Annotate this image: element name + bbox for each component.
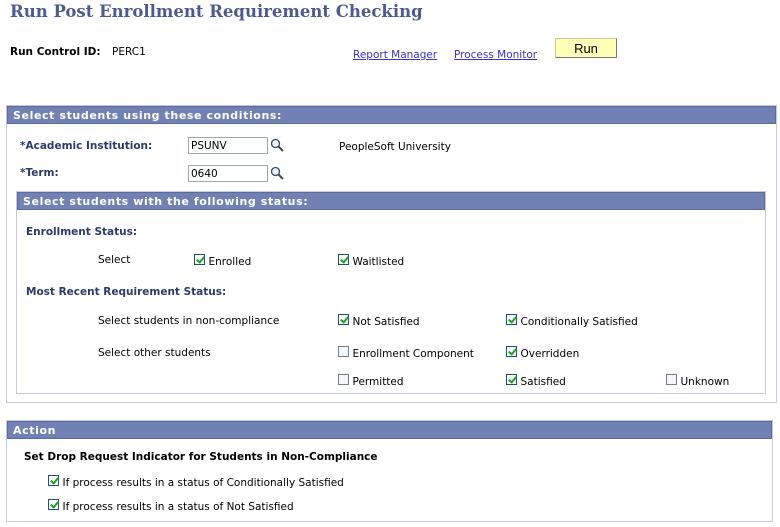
unknown-label: Unknown <box>680 376 730 388</box>
run-control-label: Run Control ID: <box>10 46 101 58</box>
waitlisted-label: Waitlisted <box>352 256 405 268</box>
overridden-checkbox[interactable] <box>506 346 517 357</box>
overridden-option[interactable] <box>506 346 579 360</box>
permitted-label: Permitted <box>352 376 404 388</box>
conditions-header: Select students using these conditions: <box>7 106 776 124</box>
other-students-label: Select other students <box>98 347 211 359</box>
satisfied-option[interactable] <box>506 374 566 388</box>
cond-sat-label: If process results in a status of Conditionally Satisfied <box>62 477 344 489</box>
requirement-status-label: Most Recent Requirement Status: <box>26 286 227 298</box>
not-sat-option[interactable] <box>48 499 294 513</box>
enrolled-option[interactable] <box>194 254 251 268</box>
report-manager-link[interactable]: Report Manager <box>353 49 438 61</box>
satisfied-checkbox[interactable] <box>506 374 517 385</box>
cond-sat-checkbox[interactable] <box>48 475 59 486</box>
run-control-value: PERC1 <box>112 46 146 58</box>
conditionally-satisfied-option[interactable] <box>506 314 638 328</box>
noncompliance-label: Select students in non-compliance <box>98 315 280 327</box>
status-header: Select students with the following status: <box>17 192 765 210</box>
run-button[interactable]: Run <box>555 38 617 58</box>
conditionally-satisfied-label: Conditionally Satisfied <box>520 316 638 328</box>
enrollment-component-label: Enrollment Component <box>352 348 474 360</box>
institution-input[interactable] <box>188 137 268 154</box>
not-sat-checkbox[interactable] <box>48 499 59 510</box>
not-satisfied-label: Not Satisfied <box>352 316 420 328</box>
satisfied-label: Satisfied <box>520 376 566 388</box>
permitted-option[interactable] <box>338 374 404 388</box>
institution-label: *Academic Institution: <box>20 140 153 152</box>
unknown-option[interactable] <box>666 374 729 388</box>
enrolled-label: Enrolled <box>208 256 252 268</box>
enrollment-component-option[interactable] <box>338 346 474 360</box>
not-satisfied-checkbox[interactable] <box>338 314 349 325</box>
enrollment-status-label: Enrollment Status: <box>26 226 138 238</box>
enrollment-component-checkbox[interactable] <box>338 346 349 357</box>
process-monitor-link[interactable]: Process Monitor <box>454 49 538 61</box>
cond-sat-option[interactable] <box>48 475 344 489</box>
institution-description: PeopleSoft University <box>339 141 451 153</box>
overridden-label: Overridden <box>520 348 580 360</box>
action-header: Action <box>7 421 772 439</box>
not-sat-label: If process results in a status of Not Satisfied <box>62 501 294 513</box>
waitlisted-option[interactable] <box>338 254 404 268</box>
page-title: Run Post Enrollment Requirement Checking <box>10 2 423 21</box>
drop-request-heading: Set Drop Request Indicator for Students in Non-Compliance <box>24 451 378 463</box>
select-label: Select <box>98 254 131 266</box>
waitlisted-checkbox[interactable] <box>338 254 349 265</box>
term-lookup-icon[interactable] <box>270 166 284 180</box>
enrolled-checkbox[interactable] <box>194 254 205 265</box>
institution-lookup-icon[interactable] <box>270 138 284 152</box>
permitted-checkbox[interactable] <box>338 374 349 385</box>
unknown-checkbox[interactable] <box>666 374 677 385</box>
conditionally-satisfied-checkbox[interactable] <box>506 314 517 325</box>
term-input[interactable] <box>188 165 268 182</box>
term-label: *Term: <box>20 167 59 179</box>
not-satisfied-option[interactable] <box>338 314 420 328</box>
